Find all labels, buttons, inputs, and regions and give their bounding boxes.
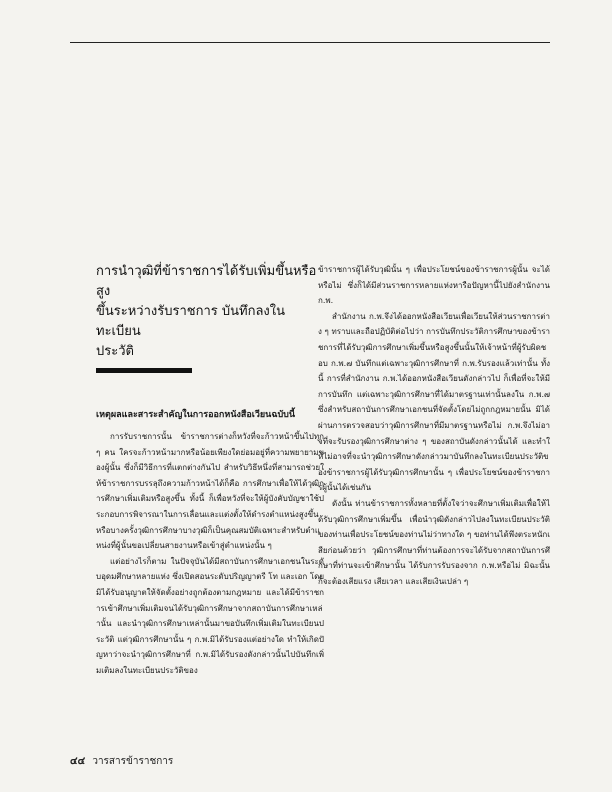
left-paragraph-1: การรับราชการนั้น ข้าราชการต่างก็หวังที่จะก้าวหน้าขึ้นไปทุก ๆ คน ใครจะก้าวหน้ามากหรือน้อยเพียงใดย่อมอยู่ที่ความพยายามของผู้นั้น ซึ่งก็มีวิธีการที่แตกต่างกันไป สำหรับวิธีหนึ่งที่สามารถช่วยให้ข้าราชการบรรลุถึงความก้าวหน้าได้ก็คือ การศึกษาเพื่อให้ได้วุฒิการศึกษาเพิ่มเติมหรือสูงขึ้น ทั้งนี้ ก็เพื่อหวังที่จะให้ผู้บังคับบัญชาใช้ประกอบการพิจารณาในการเลื่อนและแต่งตั้งให้ดำรงตำแหน่งสูงขึ้น หรือบางครั้งวุฒิการศึกษาบางวุฒิก็เป็นคุณสมบัติเฉพาะสำหรับตำแหน่งที่ผู้นั้นขอเปลี่ยนสายงานหรือเข้าสู่ตำแหน่งนั้น ๆ [96, 432, 324, 551]
page-number: ๔๔ [70, 756, 86, 767]
right-column [318, 262, 550, 589]
title-underline-bar [96, 368, 192, 373]
article-title [96, 262, 324, 362]
section-heading: เหตุผลและสาระสำคัญในการออกหนังสือเวียนฉบับนี้ [96, 410, 296, 420]
right-paragraph-2: สำนักงาน ก.พ.จึงได้ออกหนังสือเวียนเพื่อเวียนให้ส่วนราชการต่าง ๆ ทราบและถือปฏิบัติต่อไปว่า การบันทึกประวัติการศึกษาของข้าราชการที่ได้รับวุฒิการศึกษาเพิ่มขึ้นหรือสูงขึ้นนั้นให้เจ้าหน้าที่ผู้รับผิดชอบ ก.พ.๗ บันทึกแต่เฉพาะวุฒิการศึกษาที่ ก.พ.รับรองแล้วเท่านั้น ทั้งนี้ การที่สำนักงาน ก.พ.ได้ออกหนังสือเวียนดังกล่าวไป ก็เพื่อที่จะให้มีการบันทึก แต่เฉพาะวุฒิการศึกษาที่ได้มาตรฐานเท่านั้นลงใน ก.พ.๗ ซึ่งสำหรับสถาบันการศึกษาเอกชนที่จัดตั้งโดยไม่ถูกกฎหมายนั้น มิได้ผ่านการตรวจสอบว่าวุฒิการศึกษาที่มีมาตรฐานหรือไม่ ก.พ.จึงไม่อาจที่จะรับรองวุฒิการศึกษาต่าง ๆ ของสถาบันดังกล่าวนั้นได้ และทำให้ไม่อาจที่จะนำวุฒิการศึกษาดังกล่าวมาบันทึกลงในทะเบียนประวัติของข้าราชการผู้ได้รับวุฒิการศึกษานั้น ๆ เพื่อประโยชน์ของข้าราชการผู้นั้นได้เช่นกัน [318, 311, 550, 493]
title-line-2: ขึ้นระหว่างรับราชการ บันทึกลงในทะเบียน [96, 304, 286, 339]
left-column [96, 262, 324, 679]
journal-name: วารสารข้าราชการ [92, 756, 174, 767]
header-rule [70, 42, 550, 43]
right-paragraph-1: ข้าราชการผู้ได้รับวุฒินั้น ๆ เพื่อประโยชน์ของข้าราชการผู้นั้น จะได้หรือไม่ ซึ่งก็ได้มีส่วนราชการหลายแห่งหารือปัญหานี้ไปยังสำนักงาน ก.พ. [318, 265, 550, 306]
right-paragraph-3: ดังนั้น ท่านข้าราชการทั้งหลายที่ตั้งใจว่าจะศึกษาเพิ่มเติมเพื่อให้ได้รับวุฒิการศึกษาเพิ่มขึ้น เพื่อนำวุฒิดังกล่าวไปลงในทะเบียนประวัติของท่านเพื่อประโยชน์ของท่านไม่ว่าทางใด ๆ ขอท่านได้พึงตระหนักเสียก่อนด้วยว่า วุฒิการศึกษาที่ท่านต้องการจะได้รับจากสถาบันการศึกษาที่ท่านจะเข้าศึกษานั้น ได้รับการรับรองจาก ก.พ.หรือไม่ มิฉะนั้นก็จะต้องเสียแรง เสียเวลา และเสียเงินเปล่า ๆ [318, 498, 550, 586]
title-line-1: การนำวุฒิที่ข้าราชการได้รับเพิ่มขึ้นหรือสูง [96, 264, 317, 299]
title-line-3: ประวัติ [96, 344, 134, 359]
left-paragraph-2: แต่อย่างไรก็ตาม ในปัจจุบันได้มีสถาบันการศึกษาเอกชนในระดับอุดมศึกษาหลายแห่ง ซึ่งเปิดสอนระดับปริญญาตรี โท และเอก โดยมิได้รับอนุญาตให้จัดตั้งอย่างถูกต้องตามกฎหมาย และได้มีข้าราชการเข้าศึกษาเพิ่มเติมจนได้รับวุฒิการศึกษาจากสถาบันการศึกษาเหล่านั้น และนำวุฒิการศึกษาเหล่านั้นมาขอบันทึกเพิ่มเติมในทะเบียนประวัติ แต่วุฒิการศึกษานั้น ๆ ก.พ.มิได้รับรองแต่อย่างใด ทำให้เกิดปัญหาว่าจะนำวุฒิการศึกษาที่ ก.พ.มิได้รับรองดังกล่าวนั้นไปบันทึกเพิ่มเติมลงในทะเบียนประวัติของ [96, 556, 324, 675]
page-footer [70, 754, 173, 769]
